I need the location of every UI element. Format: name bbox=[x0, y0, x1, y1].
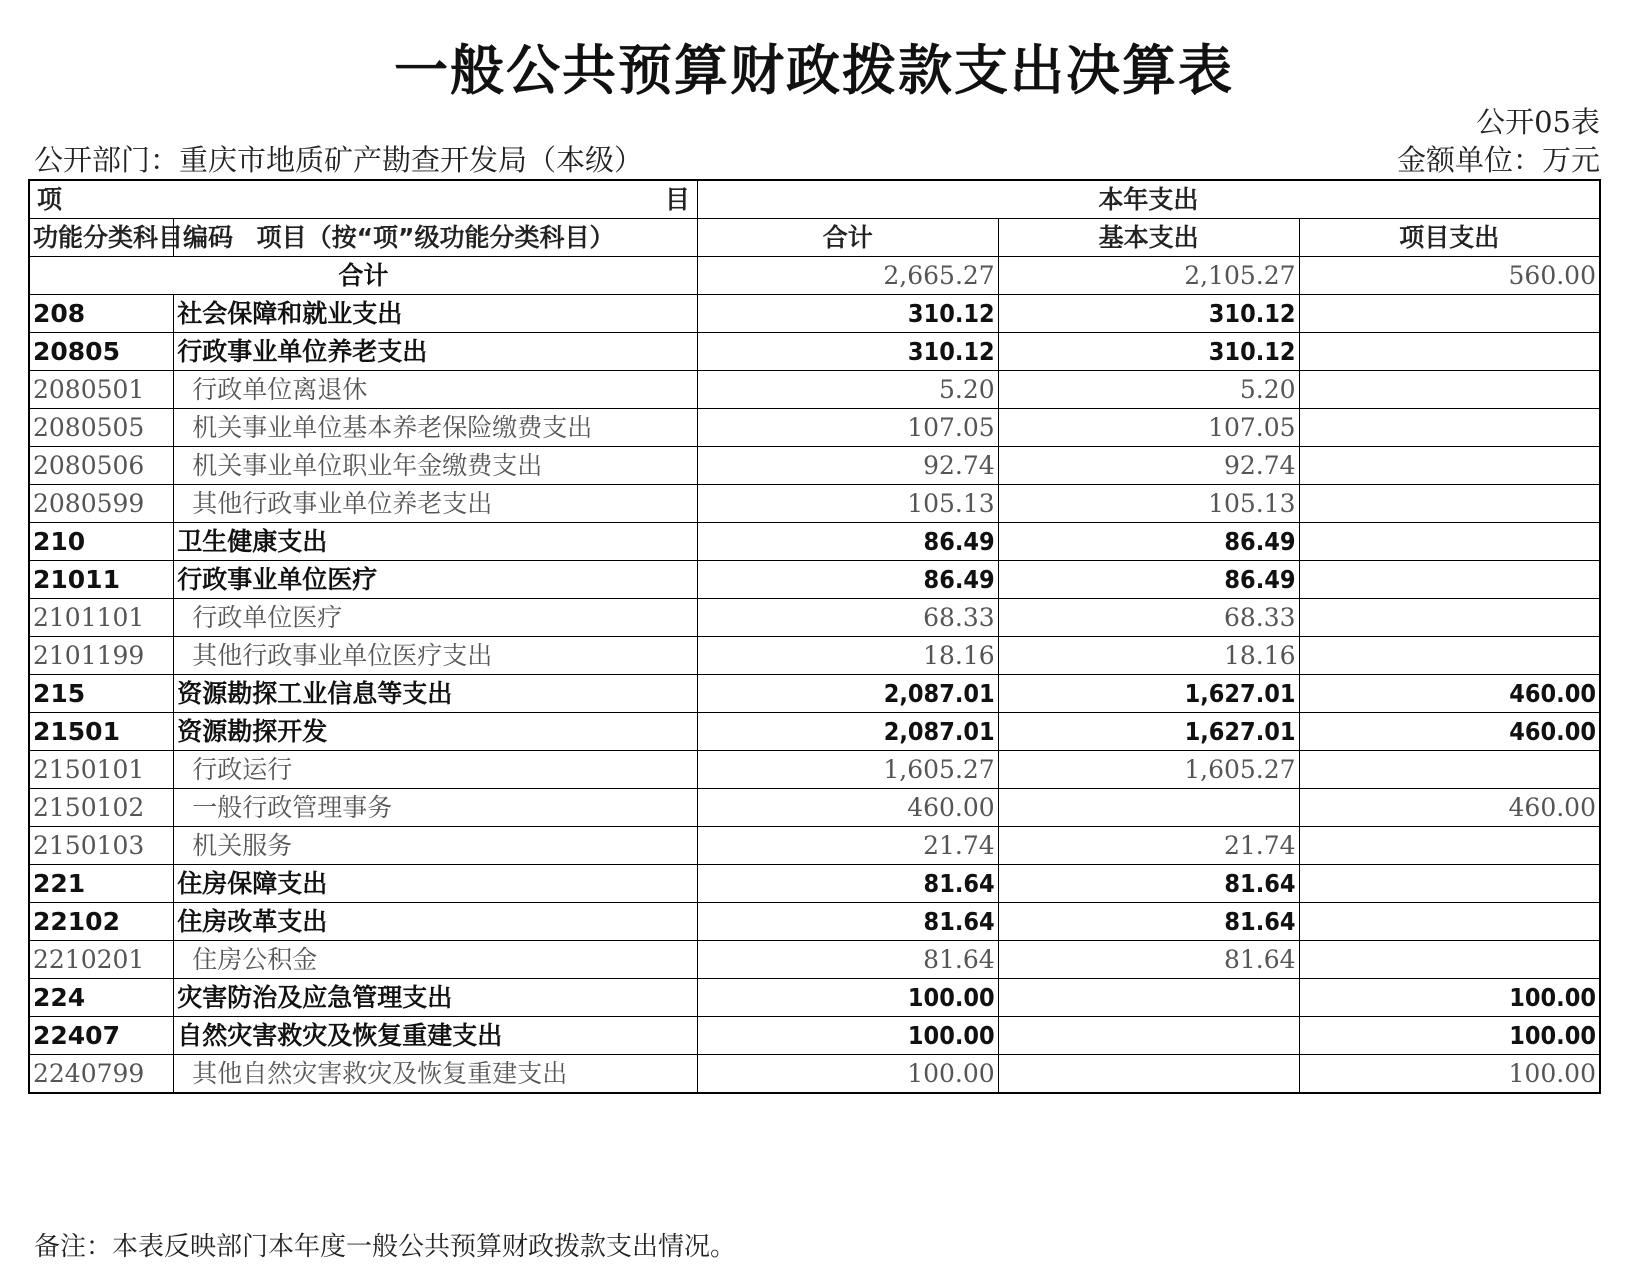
row-project: 100.00 bbox=[1299, 979, 1600, 1017]
row-code: 210 bbox=[29, 523, 174, 561]
row-name: 住房公积金 bbox=[174, 941, 698, 979]
department-label: 公开部门：重庆市地质矿产勘查开发局（本级） bbox=[34, 143, 644, 177]
row-name: 其他行政事业单位医疗支出 bbox=[174, 637, 698, 675]
row-name: 行政单位医疗 bbox=[174, 599, 698, 637]
row-code: 2150101 bbox=[29, 751, 174, 789]
row-code: 21501 bbox=[29, 713, 174, 751]
row-basic bbox=[998, 1017, 1299, 1055]
row-name: 行政单位离退休 bbox=[174, 371, 698, 409]
header-name: 项目（按“项”级功能分类科目） bbox=[174, 219, 698, 257]
row-total: 310.12 bbox=[697, 333, 998, 371]
row-total: 68.33 bbox=[697, 599, 998, 637]
expenditure-table bbox=[28, 179, 1601, 1094]
row-total: 81.64 bbox=[697, 903, 998, 941]
row-basic: 21.74 bbox=[998, 827, 1299, 865]
row-code: 208 bbox=[29, 295, 174, 333]
form-number: 公开05表 bbox=[1476, 105, 1600, 139]
row-project: 460.00 bbox=[1299, 789, 1600, 827]
row-project bbox=[1299, 827, 1600, 865]
row-name: 一般行政管理事务 bbox=[174, 789, 698, 827]
row-name: 灾害防治及应急管理支出 bbox=[174, 979, 698, 1017]
table-row bbox=[29, 561, 1600, 599]
row-total: 5.20 bbox=[697, 371, 998, 409]
row-name: 行政事业单位养老支出 bbox=[174, 333, 698, 371]
row-name: 住房保障支出 bbox=[174, 865, 698, 903]
row-total: 1,605.27 bbox=[697, 751, 998, 789]
row-basic: 86.49 bbox=[998, 523, 1299, 561]
row-project bbox=[1299, 637, 1600, 675]
row-total: 460.00 bbox=[697, 789, 998, 827]
table-row bbox=[29, 485, 1600, 523]
total-amount: 2,665.27 bbox=[697, 257, 998, 295]
table-row bbox=[29, 295, 1600, 333]
header-item-right: 目 bbox=[664, 184, 690, 214]
row-project bbox=[1299, 485, 1600, 523]
row-total: 18.16 bbox=[697, 637, 998, 675]
row-project bbox=[1299, 561, 1600, 599]
header-code-cell bbox=[29, 219, 234, 257]
row-basic bbox=[998, 789, 1299, 827]
row-code: 22407 bbox=[29, 1017, 174, 1055]
header-current-year: 本年支出 bbox=[697, 180, 1600, 219]
row-name: 机关事业单位基本养老保险缴费支出 bbox=[174, 409, 698, 447]
table-row bbox=[29, 1055, 1600, 1094]
row-basic: 310.12 bbox=[998, 333, 1299, 371]
row-total: 105.13 bbox=[697, 485, 998, 523]
row-basic: 107.05 bbox=[998, 409, 1299, 447]
row-project bbox=[1299, 409, 1600, 447]
row-project: 100.00 bbox=[1299, 1055, 1600, 1094]
table-row bbox=[29, 789, 1600, 827]
row-name: 机关服务 bbox=[174, 827, 698, 865]
row-basic: 68.33 bbox=[998, 599, 1299, 637]
table-row bbox=[29, 979, 1600, 1017]
row-basic: 81.64 bbox=[998, 865, 1299, 903]
row-total: 2,087.01 bbox=[697, 713, 998, 751]
row-name: 其他行政事业单位养老支出 bbox=[174, 485, 698, 523]
row-project bbox=[1299, 447, 1600, 485]
row-project bbox=[1299, 523, 1600, 561]
table-row bbox=[29, 865, 1600, 903]
row-name: 机关事业单位职业年金缴费支出 bbox=[174, 447, 698, 485]
page-title: 一般公共预算财政拨款支出决算表 bbox=[394, 39, 1234, 102]
row-project bbox=[1299, 599, 1600, 637]
row-project: 100.00 bbox=[1299, 1017, 1600, 1055]
row-total: 100.00 bbox=[697, 979, 998, 1017]
row-code: 2080505 bbox=[29, 409, 174, 447]
row-project bbox=[1299, 865, 1600, 903]
footnote: 备注：本表反映部门本年度一般公共预算财政拨款支出情况。 bbox=[34, 1232, 737, 1262]
row-basic bbox=[998, 1055, 1299, 1094]
table-row bbox=[29, 941, 1600, 979]
row-project bbox=[1299, 941, 1600, 979]
row-code: 224 bbox=[29, 979, 174, 1017]
row-total: 86.49 bbox=[697, 523, 998, 561]
header-row-sub bbox=[29, 219, 1600, 257]
row-code: 20805 bbox=[29, 333, 174, 371]
total-basic: 2,105.27 bbox=[998, 257, 1299, 295]
row-project bbox=[1299, 903, 1600, 941]
row-name: 资源勘探开发 bbox=[174, 713, 698, 751]
row-basic: 86.49 bbox=[998, 561, 1299, 599]
row-project bbox=[1299, 371, 1600, 409]
row-project: 460.00 bbox=[1299, 675, 1600, 713]
header-item-left: 项 bbox=[37, 184, 63, 214]
header-project: 项目支出 bbox=[1299, 219, 1600, 257]
row-basic: 105.13 bbox=[998, 485, 1299, 523]
table-row bbox=[29, 713, 1600, 751]
row-total: 86.49 bbox=[697, 561, 998, 599]
row-basic: 310.12 bbox=[998, 295, 1299, 333]
row-total: 107.05 bbox=[697, 409, 998, 447]
table-row bbox=[29, 523, 1600, 561]
row-code: 22102 bbox=[29, 903, 174, 941]
row-code: 215 bbox=[29, 675, 174, 713]
row-name: 自然灾害救灾及恢复重建支出 bbox=[174, 1017, 698, 1055]
row-code: 2101101 bbox=[29, 599, 174, 637]
table-row bbox=[29, 371, 1600, 409]
row-basic: 1,627.01 bbox=[998, 713, 1299, 751]
row-total: 100.00 bbox=[697, 1017, 998, 1055]
row-total: 81.64 bbox=[697, 865, 998, 903]
row-code: 2210201 bbox=[29, 941, 174, 979]
header-code: 功能分类科目编码 bbox=[33, 222, 234, 252]
row-project bbox=[1299, 333, 1600, 371]
row-total: 92.74 bbox=[697, 447, 998, 485]
total-row bbox=[29, 257, 1600, 295]
row-code: 2150102 bbox=[29, 789, 174, 827]
amount-unit-label: 金额单位：万元 bbox=[1396, 143, 1600, 177]
row-basic bbox=[998, 979, 1299, 1017]
row-code: 2101199 bbox=[29, 637, 174, 675]
row-basic: 1,627.01 bbox=[998, 675, 1299, 713]
row-code: 2150103 bbox=[29, 827, 174, 865]
row-name: 住房改革支出 bbox=[174, 903, 698, 941]
table-row bbox=[29, 599, 1600, 637]
row-basic: 92.74 bbox=[998, 447, 1299, 485]
row-basic: 81.64 bbox=[998, 903, 1299, 941]
row-name: 行政事业单位医疗 bbox=[174, 561, 698, 599]
row-basic: 18.16 bbox=[998, 637, 1299, 675]
header-basic: 基本支出 bbox=[998, 219, 1299, 257]
row-project bbox=[1299, 751, 1600, 789]
total-project: 560.00 bbox=[1299, 257, 1600, 295]
row-code: 2080506 bbox=[29, 447, 174, 485]
row-total: 100.00 bbox=[697, 1055, 998, 1094]
row-total: 21.74 bbox=[697, 827, 998, 865]
row-code: 2240799 bbox=[29, 1055, 174, 1094]
row-name: 卫生健康支出 bbox=[174, 523, 698, 561]
total-label: 合计 bbox=[29, 257, 697, 295]
row-name: 资源勘探工业信息等支出 bbox=[174, 675, 698, 713]
row-code: 2080599 bbox=[29, 485, 174, 523]
table-row bbox=[29, 447, 1600, 485]
table-row bbox=[29, 1017, 1600, 1055]
table-row bbox=[29, 409, 1600, 447]
header-row-top bbox=[29, 180, 1600, 219]
table-row bbox=[29, 751, 1600, 789]
row-project: 460.00 bbox=[1299, 713, 1600, 751]
row-project bbox=[1299, 295, 1600, 333]
header-item-cell bbox=[29, 180, 697, 219]
table-row bbox=[29, 903, 1600, 941]
row-total: 2,087.01 bbox=[697, 675, 998, 713]
table-row bbox=[29, 675, 1600, 713]
header-total: 合计 bbox=[697, 219, 998, 257]
table-row bbox=[29, 637, 1600, 675]
row-code: 21011 bbox=[29, 561, 174, 599]
row-basic: 1,605.27 bbox=[998, 751, 1299, 789]
row-code: 221 bbox=[29, 865, 174, 903]
row-name: 行政运行 bbox=[174, 751, 698, 789]
row-code: 2080501 bbox=[29, 371, 174, 409]
table-row bbox=[29, 827, 1600, 865]
row-basic: 81.64 bbox=[998, 941, 1299, 979]
row-name: 社会保障和就业支出 bbox=[174, 295, 698, 333]
table-row bbox=[29, 333, 1600, 371]
row-name: 其他自然灾害救灾及恢复重建支出 bbox=[174, 1055, 698, 1094]
row-total: 310.12 bbox=[697, 295, 998, 333]
row-total: 81.64 bbox=[697, 941, 998, 979]
row-basic: 5.20 bbox=[998, 371, 1299, 409]
